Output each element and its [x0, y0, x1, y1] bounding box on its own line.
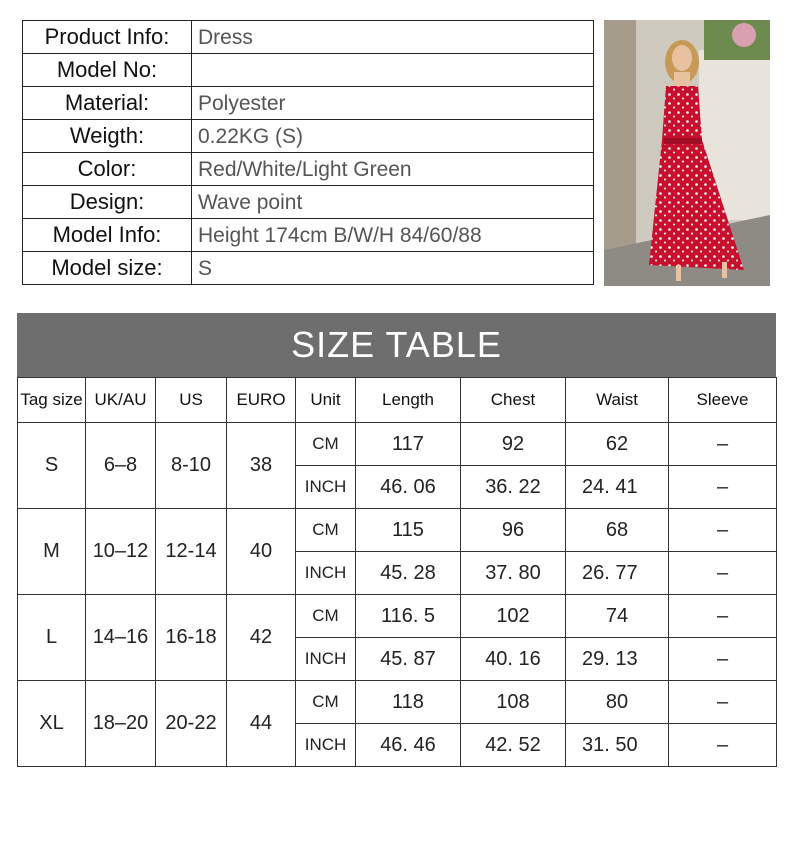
- sleeve-cell: –: [669, 724, 777, 767]
- unit-cell: INCH: [296, 552, 356, 595]
- length-cell: 46. 46: [356, 724, 461, 767]
- waist-cell: 62: [566, 423, 669, 466]
- length-cell: 46. 06: [356, 466, 461, 509]
- info-value: Height 174cm B/W/H 84/60/88: [192, 219, 594, 252]
- info-value: Polyester: [192, 87, 594, 120]
- us-cell: 16-18: [156, 595, 227, 681]
- table-row: [18, 595, 777, 638]
- info-label: Color:: [23, 153, 192, 186]
- sleeve-cell: –: [669, 552, 777, 595]
- sleeve-cell: –: [669, 509, 777, 552]
- waist-cell: 29. 13: [566, 638, 669, 681]
- chest-cell: 36. 22: [461, 466, 566, 509]
- length-cell: 118: [356, 681, 461, 724]
- header-uk-au: UK/AU: [86, 378, 156, 423]
- uk-au-cell: 6–8: [86, 423, 156, 509]
- product-info-table: [22, 20, 594, 285]
- waist-cell: 24. 41: [566, 466, 669, 509]
- info-row: [23, 120, 594, 153]
- tag-size-cell: XL: [18, 681, 86, 767]
- length-cell: 116. 5: [356, 595, 461, 638]
- euro-cell: 42: [227, 595, 296, 681]
- info-row: [23, 21, 594, 54]
- header-tag-size: Tag size: [18, 378, 86, 423]
- info-value: 0.22KG (S): [192, 120, 594, 153]
- info-value: Dress: [192, 21, 594, 54]
- length-cell: 117: [356, 423, 461, 466]
- info-row: [23, 153, 594, 186]
- unit-cell: INCH: [296, 466, 356, 509]
- chest-cell: 40. 16: [461, 638, 566, 681]
- sleeve-cell: –: [669, 466, 777, 509]
- table-row: [18, 509, 777, 552]
- waist-cell: 74: [566, 595, 669, 638]
- waist-cell: 31. 50: [566, 724, 669, 767]
- table-row: [18, 681, 777, 724]
- header-us: US: [156, 378, 227, 423]
- tag-size-cell: M: [18, 509, 86, 595]
- length-cell: 115: [356, 509, 461, 552]
- size-table: [17, 377, 777, 767]
- unit-cell: CM: [296, 681, 356, 724]
- euro-cell: 38: [227, 423, 296, 509]
- unit-cell: INCH: [296, 638, 356, 681]
- info-row: [23, 186, 594, 219]
- uk-au-cell: 10–12: [86, 509, 156, 595]
- unit-cell: CM: [296, 509, 356, 552]
- info-label: Model Info:: [23, 219, 192, 252]
- size-table-header-row: [18, 378, 777, 423]
- chest-cell: 37. 80: [461, 552, 566, 595]
- us-cell: 8-10: [156, 423, 227, 509]
- info-value: Red/White/Light Green: [192, 153, 594, 186]
- info-row: [23, 252, 594, 285]
- header-waist: Waist: [566, 378, 669, 423]
- waist-cell: 26. 77: [566, 552, 669, 595]
- header-length: Length: [356, 378, 461, 423]
- chest-cell: 92: [461, 423, 566, 466]
- unit-cell: CM: [296, 595, 356, 638]
- info-label: Weigth:: [23, 120, 192, 153]
- chest-cell: 102: [461, 595, 566, 638]
- size-table-title: SIZE TABLE: [17, 313, 776, 377]
- info-label: Product Info:: [23, 21, 192, 54]
- chest-cell: 96: [461, 509, 566, 552]
- info-label: Material:: [23, 87, 192, 120]
- us-cell: 20-22: [156, 681, 227, 767]
- header-sleeve: Sleeve: [669, 378, 777, 423]
- info-value: S: [192, 252, 594, 285]
- model-photo: [604, 20, 770, 286]
- sleeve-cell: –: [669, 595, 777, 638]
- chest-cell: 108: [461, 681, 566, 724]
- length-cell: 45. 87: [356, 638, 461, 681]
- info-row: [23, 54, 594, 87]
- info-label: Model No:: [23, 54, 192, 87]
- euro-cell: 40: [227, 509, 296, 595]
- header-chest: Chest: [461, 378, 566, 423]
- sleeve-cell: –: [669, 681, 777, 724]
- length-cell: 45. 28: [356, 552, 461, 595]
- model-photo-illustration: [604, 20, 770, 286]
- sleeve-cell: –: [669, 423, 777, 466]
- us-cell: 12-14: [156, 509, 227, 595]
- info-label: Design:: [23, 186, 192, 219]
- info-value: Wave point: [192, 186, 594, 219]
- info-row: [23, 87, 594, 120]
- tag-size-cell: L: [18, 595, 86, 681]
- waist-cell: 80: [566, 681, 669, 724]
- sleeve-cell: –: [669, 638, 777, 681]
- tag-size-cell: S: [18, 423, 86, 509]
- euro-cell: 44: [227, 681, 296, 767]
- unit-cell: CM: [296, 423, 356, 466]
- unit-cell: INCH: [296, 724, 356, 767]
- header-unit: Unit: [296, 378, 356, 423]
- info-value: [192, 54, 594, 87]
- uk-au-cell: 18–20: [86, 681, 156, 767]
- info-row: [23, 219, 594, 252]
- uk-au-cell: 14–16: [86, 595, 156, 681]
- header-euro: EURO: [227, 378, 296, 423]
- chest-cell: 42. 52: [461, 724, 566, 767]
- waist-cell: 68: [566, 509, 669, 552]
- table-row: [18, 423, 777, 466]
- info-label: Model size:: [23, 252, 192, 285]
